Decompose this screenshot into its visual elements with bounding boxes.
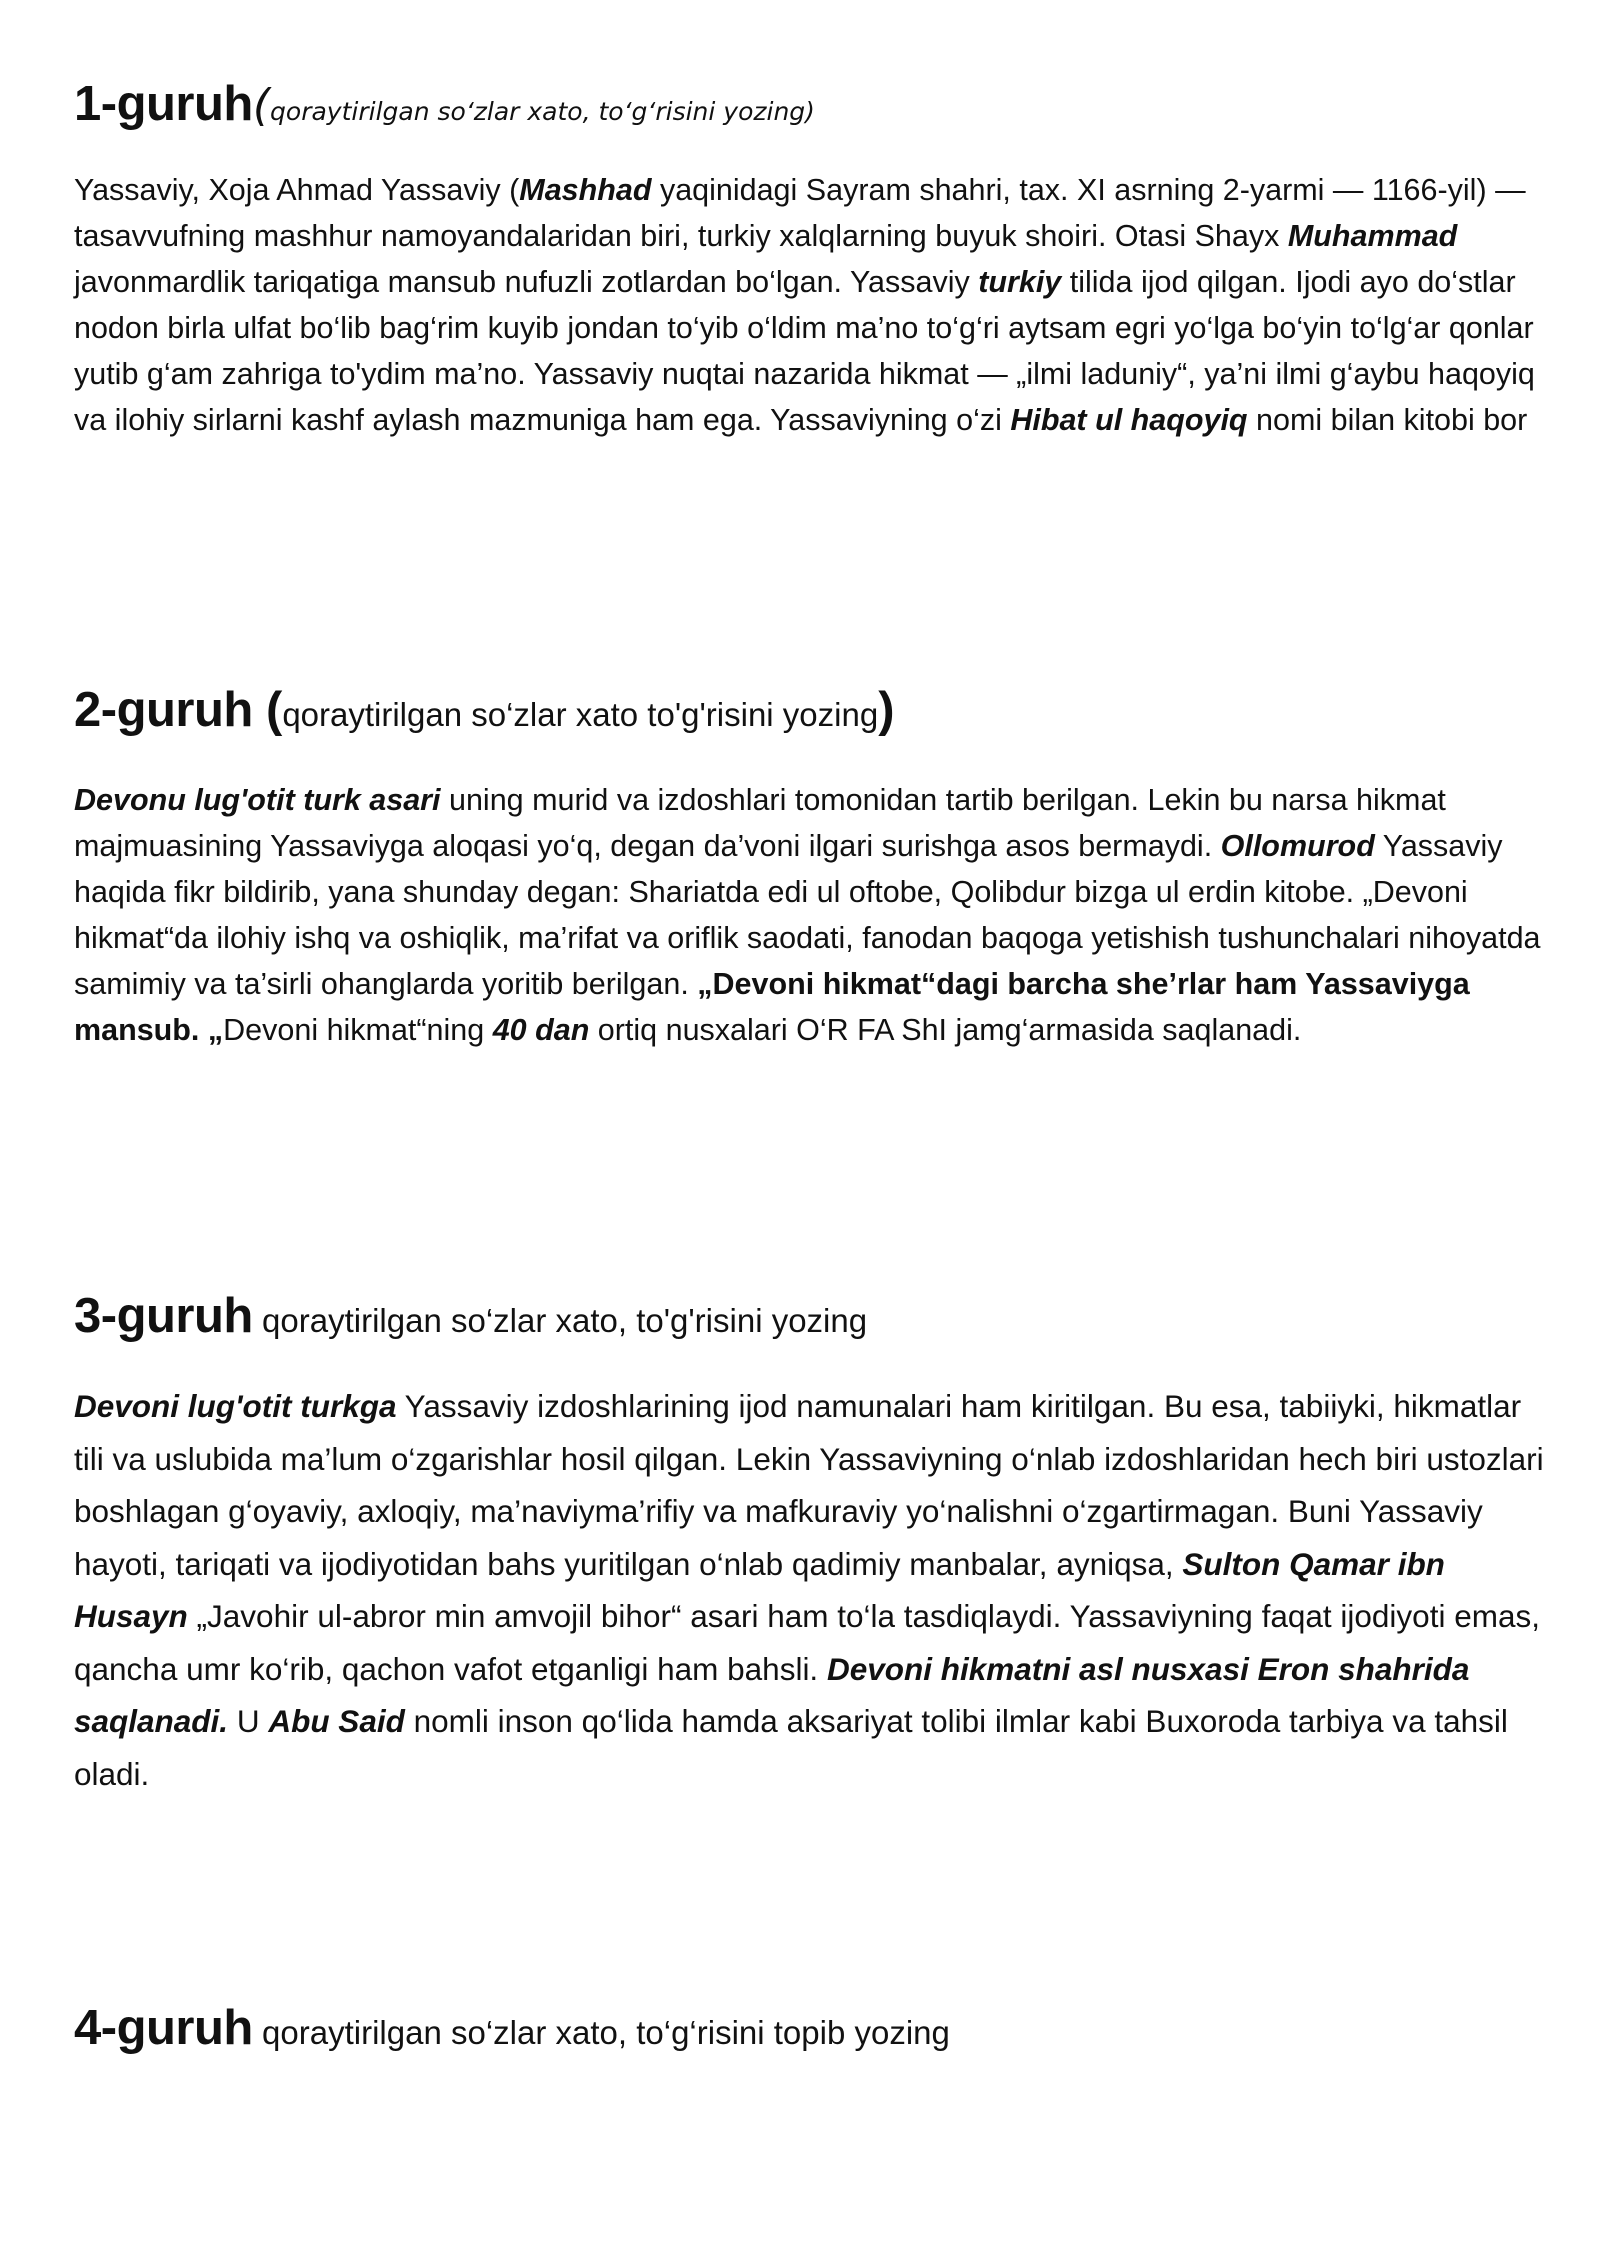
group-3-number: 3-guruh bbox=[74, 1289, 253, 1343]
text-run: nomi bilan kitobi bor bbox=[1247, 403, 1528, 437]
emphasized-term: Devonu lug'otit turk asari bbox=[74, 783, 441, 817]
group-2-text-block bbox=[74, 777, 1544, 1053]
emphasized-term: Ollomurod bbox=[1220, 829, 1375, 863]
text-run: nomli inson qo‘lida hamda aksariyat tolibi ilmlar kabi Buxoroda tarbiya va tahsil oladi. bbox=[74, 1703, 1508, 1792]
emphasized-term: Devoni hikmatni asl nusxasi Eron shahrida saqlanadi. bbox=[74, 1650, 1470, 1739]
bold-text: „Devoni hikmat“dagi barcha she’rlar ham Yassaviyga mansub. bbox=[74, 967, 1470, 1047]
text-run: Yassaviy, Xoja Ahmad Yassaviy ( bbox=[74, 173, 520, 207]
text-run: tilida ijod qilgan. Ijodi ayo do‘stlar nodon birla ulfat bo‘lib bag‘rim kuyib jondan to‘yib o‘ldim ma’no to‘g‘ri aytsam egri yo‘lga bo‘yin to‘lg‘ar qonlar yutib g‘am zahriga to'ydim ma’no. Yassaviy nuqtai nazarida hikmat — „ilmi laduniy“, ya’ni ilmi g‘aybu haqoyiq va ilohiy sirlarni kashf aylash mazmuniga ham ega. Yassaviyning o‘zi bbox=[74, 265, 1535, 437]
group-1-instruction: qoraytirilgan so‘zlar xato, to‘g‘risini yozing) bbox=[270, 97, 815, 126]
group-1-heading bbox=[74, 77, 1544, 131]
text-run bbox=[199, 1013, 207, 1047]
text-run: Yassaviy izdoshlarining ijod namunalari ham kiritilgan. Bu esa, tabiiyki, hikmatlar tili va uslubida ma’lum o‘zgarishlar hosil qilgan. Lekin Yassaviyning o‘nlab izdoshlaridan hech biri ustozlari boshlagan g‘oyaviy, axloqiy, ma’naviyma’rifiy va mafkuraviy yo‘nalishni o‘zgartirmagan. Buni Yassaviy hayoti, tariqati va ijodiyotidan bahs yuritilgan o‘nlab qadimiy manbalar, ayniqsa, bbox=[74, 1388, 1544, 1582]
group-4-heading bbox=[74, 2001, 1544, 2055]
emphasized-term: Abu Said bbox=[268, 1703, 405, 1739]
group-1-paragraph bbox=[74, 167, 1544, 443]
group-4-heading-block bbox=[74, 2001, 1544, 2055]
group-2-paragraph bbox=[74, 777, 1544, 1053]
group-3-instruction: qoraytirilgan so‘zlar xato, to'g'risini yozing bbox=[252, 1302, 868, 1339]
group-2-instruction: qoraytirilgan so‘zlar xato to'g'risini yozing bbox=[282, 696, 879, 733]
group-1-heading-block bbox=[74, 77, 1544, 131]
text-run: yaqinidagi Sayram shahri, tax. XI asrning 2-yarmi — 1166-yil) — tasavvufning mashhur namoyandalaridan biri, turkiy xalqlarning buyuk shoiri. Otasi Shayx bbox=[74, 173, 1526, 253]
emphasized-term: Devoni lug'otit turkga bbox=[74, 1388, 397, 1424]
text-run: Yassaviy haqida fikr bildirib, yana shunday degan: Shariatda edi ul oftobe, Qolibdur bizga ul erdin kitobe. „Devoni hikmat“da ilohiy ishq va oshiqlik, ma’rifat va oriflik saodati, fanodan baqoga yetishish tushunchalari nihoyatda samimiy va ta’sirli ohanglarda yoritib berilgan. bbox=[74, 829, 1541, 1001]
group-3-heading bbox=[74, 1289, 1544, 1343]
group-2-paren-close: ) bbox=[878, 683, 895, 737]
group-3-paragraph bbox=[74, 1380, 1544, 1800]
emphasized-term: Mashhad bbox=[519, 173, 652, 207]
group-2-heading-block bbox=[74, 683, 1544, 737]
group-2-number: 2-guruh bbox=[74, 683, 266, 737]
emphasized-term: 40 dan bbox=[492, 1013, 590, 1047]
group-1-paren-open: ( bbox=[252, 80, 271, 131]
group-2-paren-open: ( bbox=[265, 683, 283, 737]
emphasized-term: Hibat ul haqoyiq bbox=[1010, 403, 1248, 437]
group-1-number: 1-guruh bbox=[74, 77, 253, 131]
text-run: Devoni hikmat“ning bbox=[223, 1013, 493, 1047]
group-3-heading-block bbox=[74, 1289, 1544, 1343]
group-3-text-block bbox=[74, 1380, 1544, 1800]
emphasized-term: Muhammad bbox=[1287, 219, 1458, 253]
group-4-number: 4-guruh bbox=[74, 2001, 253, 2055]
text-run: U bbox=[228, 1703, 269, 1739]
text-run: javonmardlik tariqatiga mansub nufuzli zotlardan bo‘lgan. Yassaviy bbox=[74, 265, 979, 299]
bold-text: „ bbox=[207, 1013, 224, 1047]
text-run: „Javohir ul-abror min amvojil bihor“ asari ham to‘la tasdiqlaydi. Yassaviyning faqat ijodiyoti emas, qancha umr ko‘rib, qachon vafot etganligi ham bahsli. bbox=[74, 1598, 1540, 1687]
text-run: uning murid va izdoshlari tomonidan tartib berilgan. Lekin bu narsa hikmat majmuasining Yassaviyga aloqasi yo‘q, degan da’voni ilgari surishga asos bermaydi. bbox=[74, 783, 1446, 863]
group-4-instruction: qoraytirilgan so‘zlar xato, to‘g‘risini topib yozing bbox=[252, 2014, 950, 2051]
text-run: ortiq nusxalari O‘R FA ShI jamg‘armasida saqlanadi. bbox=[589, 1013, 1302, 1047]
emphasized-term: Sulton Qamar ibn Husayn bbox=[74, 1545, 1445, 1634]
group-1-text-block bbox=[74, 167, 1544, 443]
emphasized-term: turkiy bbox=[978, 265, 1062, 299]
group-2-heading bbox=[74, 683, 1544, 737]
